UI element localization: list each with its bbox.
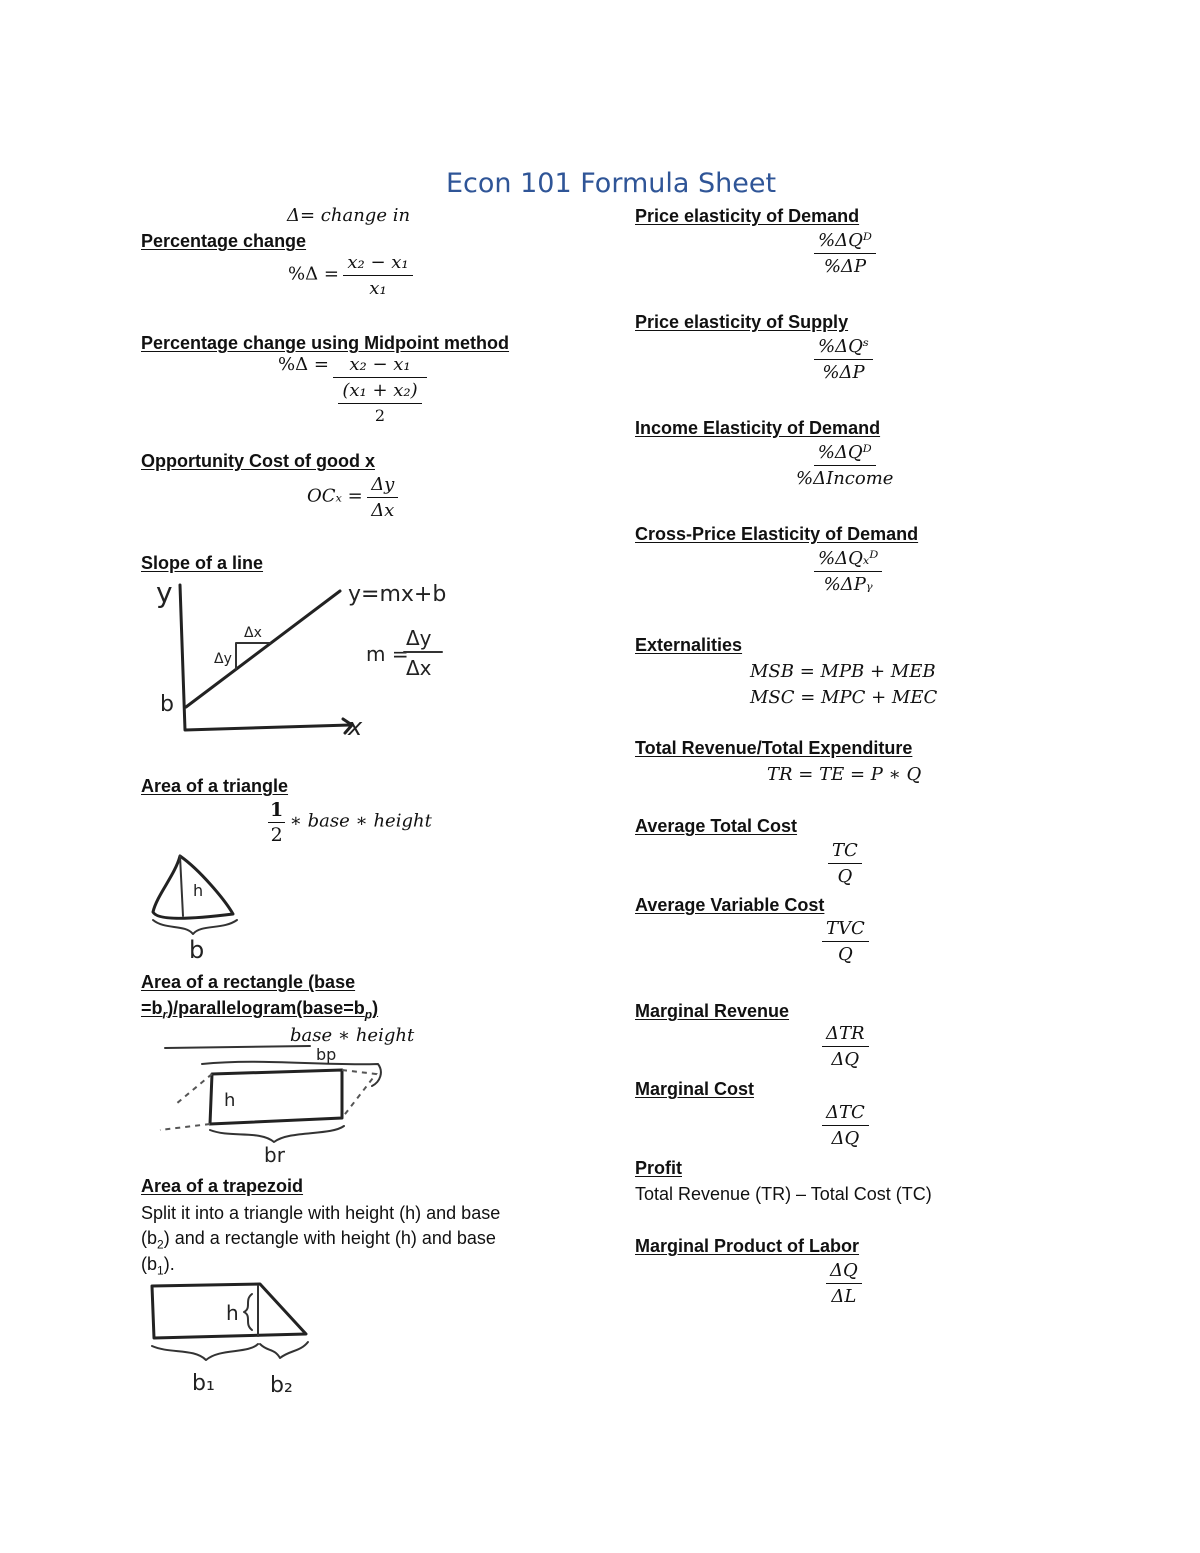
rectangle-heading-line2 bbox=[141, 998, 378, 1022]
denominator: ΔQ bbox=[831, 1128, 860, 1149]
msc-formula: MSC = MPC + MEC bbox=[750, 687, 938, 708]
dx-label: Δx bbox=[244, 625, 262, 641]
percentage-change-heading: Percentage change bbox=[141, 231, 307, 251]
opportunity-cost-formula bbox=[307, 474, 398, 521]
formula-fraction bbox=[343, 252, 412, 299]
tr-formula: TR = TE = P ∗ Q bbox=[767, 764, 922, 785]
avc-formula bbox=[822, 918, 869, 965]
triangle-heading: Area of a triangle bbox=[141, 776, 289, 796]
axes bbox=[180, 585, 350, 730]
profit-heading: Profit bbox=[635, 1158, 682, 1178]
mc-formula bbox=[822, 1102, 869, 1149]
height-label: h bbox=[193, 881, 204, 900]
trapezoid-text-line3 bbox=[141, 1254, 175, 1278]
b2-label: b₂ bbox=[270, 1373, 293, 1398]
mpl-heading: Marginal Product of Labor bbox=[635, 1236, 860, 1256]
base-label: b bbox=[189, 936, 205, 964]
text-part-a: (b bbox=[141, 1254, 158, 1274]
denominator: %ΔIncome bbox=[796, 468, 894, 489]
numerator: x₂ − x₁ bbox=[343, 252, 412, 276]
h-brace bbox=[244, 1294, 252, 1330]
base-brace bbox=[153, 920, 237, 934]
numerator: TC bbox=[828, 840, 862, 864]
x-axis-label: x bbox=[348, 713, 363, 741]
rectangle-sketch bbox=[140, 1038, 390, 1168]
slope-heading: Slope of a line bbox=[141, 553, 264, 573]
atc-formula bbox=[828, 840, 862, 887]
profit-text: Total Revenue (TR) – Total Cost (TC) bbox=[635, 1184, 932, 1204]
formula-fraction bbox=[367, 474, 398, 521]
bottom-brace bbox=[210, 1126, 344, 1142]
heading-part-b: )/parallelogram(base=b bbox=[167, 998, 365, 1018]
numerator: %ΔQᴰ bbox=[814, 230, 876, 254]
triangle-sketch bbox=[145, 850, 245, 965]
formula-fraction bbox=[333, 354, 426, 425]
denominator: Q bbox=[837, 866, 853, 887]
delta-definition: Δ= change in bbox=[287, 205, 411, 226]
midpoint-formula bbox=[278, 354, 427, 425]
xed-heading: Cross-Price Elasticity of Demand bbox=[635, 524, 919, 544]
intercept-label: b bbox=[160, 692, 174, 717]
ped-formula bbox=[814, 230, 876, 277]
trapezoid-heading: Area of a trapezoid bbox=[141, 1176, 304, 1196]
rectangle-formula: base ∗ height bbox=[290, 1025, 415, 1046]
top-line bbox=[165, 1046, 310, 1048]
yed-heading: Income Elasticity of Demand bbox=[635, 418, 881, 438]
heading-sub-p: p bbox=[364, 1007, 373, 1022]
slope-m-denominator: Δx bbox=[406, 656, 432, 680]
height-line bbox=[180, 856, 183, 916]
numerator: ΔQ bbox=[826, 1260, 862, 1284]
avc-heading: Average Variable Cost bbox=[635, 895, 825, 915]
text-part-a: (b bbox=[141, 1228, 158, 1248]
dy-label: Δy bbox=[214, 651, 232, 667]
ped-heading: Price elasticity of Demand bbox=[635, 206, 860, 226]
numerator: ΔTR bbox=[822, 1023, 869, 1047]
numerator: %ΔQₓᴰ bbox=[814, 548, 882, 572]
mr-heading: Marginal Revenue bbox=[635, 1001, 790, 1021]
formula-lhs: %Δ = bbox=[278, 354, 329, 375]
mpl-formula bbox=[826, 1260, 862, 1307]
b1-brace bbox=[152, 1344, 258, 1360]
slope-m-numerator: Δy bbox=[406, 626, 432, 650]
heading-part-a: =b bbox=[141, 998, 163, 1018]
slope-sketch bbox=[140, 575, 455, 745]
text-part-b: ). bbox=[163, 1254, 175, 1274]
opportunity-cost-heading: Opportunity Cost of good x bbox=[141, 451, 375, 471]
text-sub: 1 bbox=[157, 1263, 164, 1278]
height-label: h bbox=[224, 1090, 236, 1111]
midpoint-heading: Percentage change using Midpoint method bbox=[141, 333, 510, 353]
denominator: %ΔP bbox=[823, 256, 867, 277]
heading-part-c: ) bbox=[372, 998, 379, 1018]
page-title: Econ 101 Formula Sheet bbox=[446, 168, 777, 199]
xed-formula bbox=[814, 548, 882, 595]
triangle-formula bbox=[268, 799, 432, 846]
pes-heading: Price elasticity of Supply bbox=[635, 312, 849, 332]
b1-label: b₁ bbox=[192, 1371, 215, 1396]
externalities-heading: Externalities bbox=[635, 635, 743, 655]
numerator: x₂ − x₁ bbox=[333, 354, 426, 378]
msb-formula: MSB = MPB + MEB bbox=[750, 661, 936, 682]
line bbox=[186, 591, 340, 707]
heading-sub-r: r bbox=[162, 1007, 168, 1022]
denominator: %ΔPᵧ bbox=[823, 574, 873, 595]
formula-lhs: %Δ = bbox=[288, 263, 339, 285]
inner-denominator: 2 bbox=[374, 406, 386, 425]
y-axis-label: y bbox=[156, 576, 173, 609]
trapezoid-sketch bbox=[140, 1278, 320, 1403]
numerator: 1 bbox=[270, 799, 284, 821]
atc-heading: Average Total Cost bbox=[635, 816, 798, 836]
denominator: Δx bbox=[371, 500, 395, 521]
height-label: h bbox=[226, 1301, 239, 1325]
inner-numerator: (x₁ + x₂) bbox=[338, 380, 421, 404]
formula-rest: ∗ base ∗ height bbox=[289, 810, 432, 832]
denominator: 2 bbox=[270, 824, 283, 846]
numerator: %ΔQˢ bbox=[814, 336, 873, 360]
denominator: ΔL bbox=[831, 1286, 857, 1307]
mr-formula bbox=[822, 1023, 869, 1070]
text-sub: 2 bbox=[157, 1237, 164, 1252]
formula-lhs: OCₓ = bbox=[307, 485, 363, 507]
inner-fraction bbox=[338, 380, 421, 425]
text-part-b: ) and a rectangle with height (h) and base bbox=[163, 1228, 496, 1248]
numerator: Δy bbox=[367, 474, 398, 498]
numerator: TVC bbox=[822, 918, 869, 942]
denominator: %ΔP bbox=[822, 362, 865, 383]
pes-formula bbox=[814, 336, 873, 383]
bp-label: bp bbox=[316, 1045, 337, 1064]
half-fraction bbox=[268, 799, 285, 846]
trapezoid-text-line2 bbox=[141, 1228, 496, 1252]
yed-formula bbox=[792, 442, 897, 489]
denominator: Q bbox=[838, 944, 853, 965]
numerator: %ΔQᴰ bbox=[814, 442, 876, 466]
rectangle-heading-line1: Area of a rectangle (base bbox=[141, 972, 356, 992]
b2-brace bbox=[260, 1342, 308, 1358]
mc-heading: Marginal Cost bbox=[635, 1079, 755, 1099]
numerator: ΔTC bbox=[822, 1102, 869, 1126]
percentage-change-formula bbox=[288, 252, 413, 299]
denominator: ΔQ bbox=[831, 1049, 860, 1070]
trapezoid-text-line1: Split it into a triangle with height (h) and base bbox=[141, 1203, 501, 1223]
line-equation-label: y=mx+b bbox=[348, 582, 447, 607]
slope-m-label: m = bbox=[366, 642, 409, 666]
tr-heading: Total Revenue/Total Expenditure bbox=[635, 738, 913, 758]
denominator: x₁ bbox=[369, 278, 387, 299]
br-label: br bbox=[264, 1143, 285, 1167]
